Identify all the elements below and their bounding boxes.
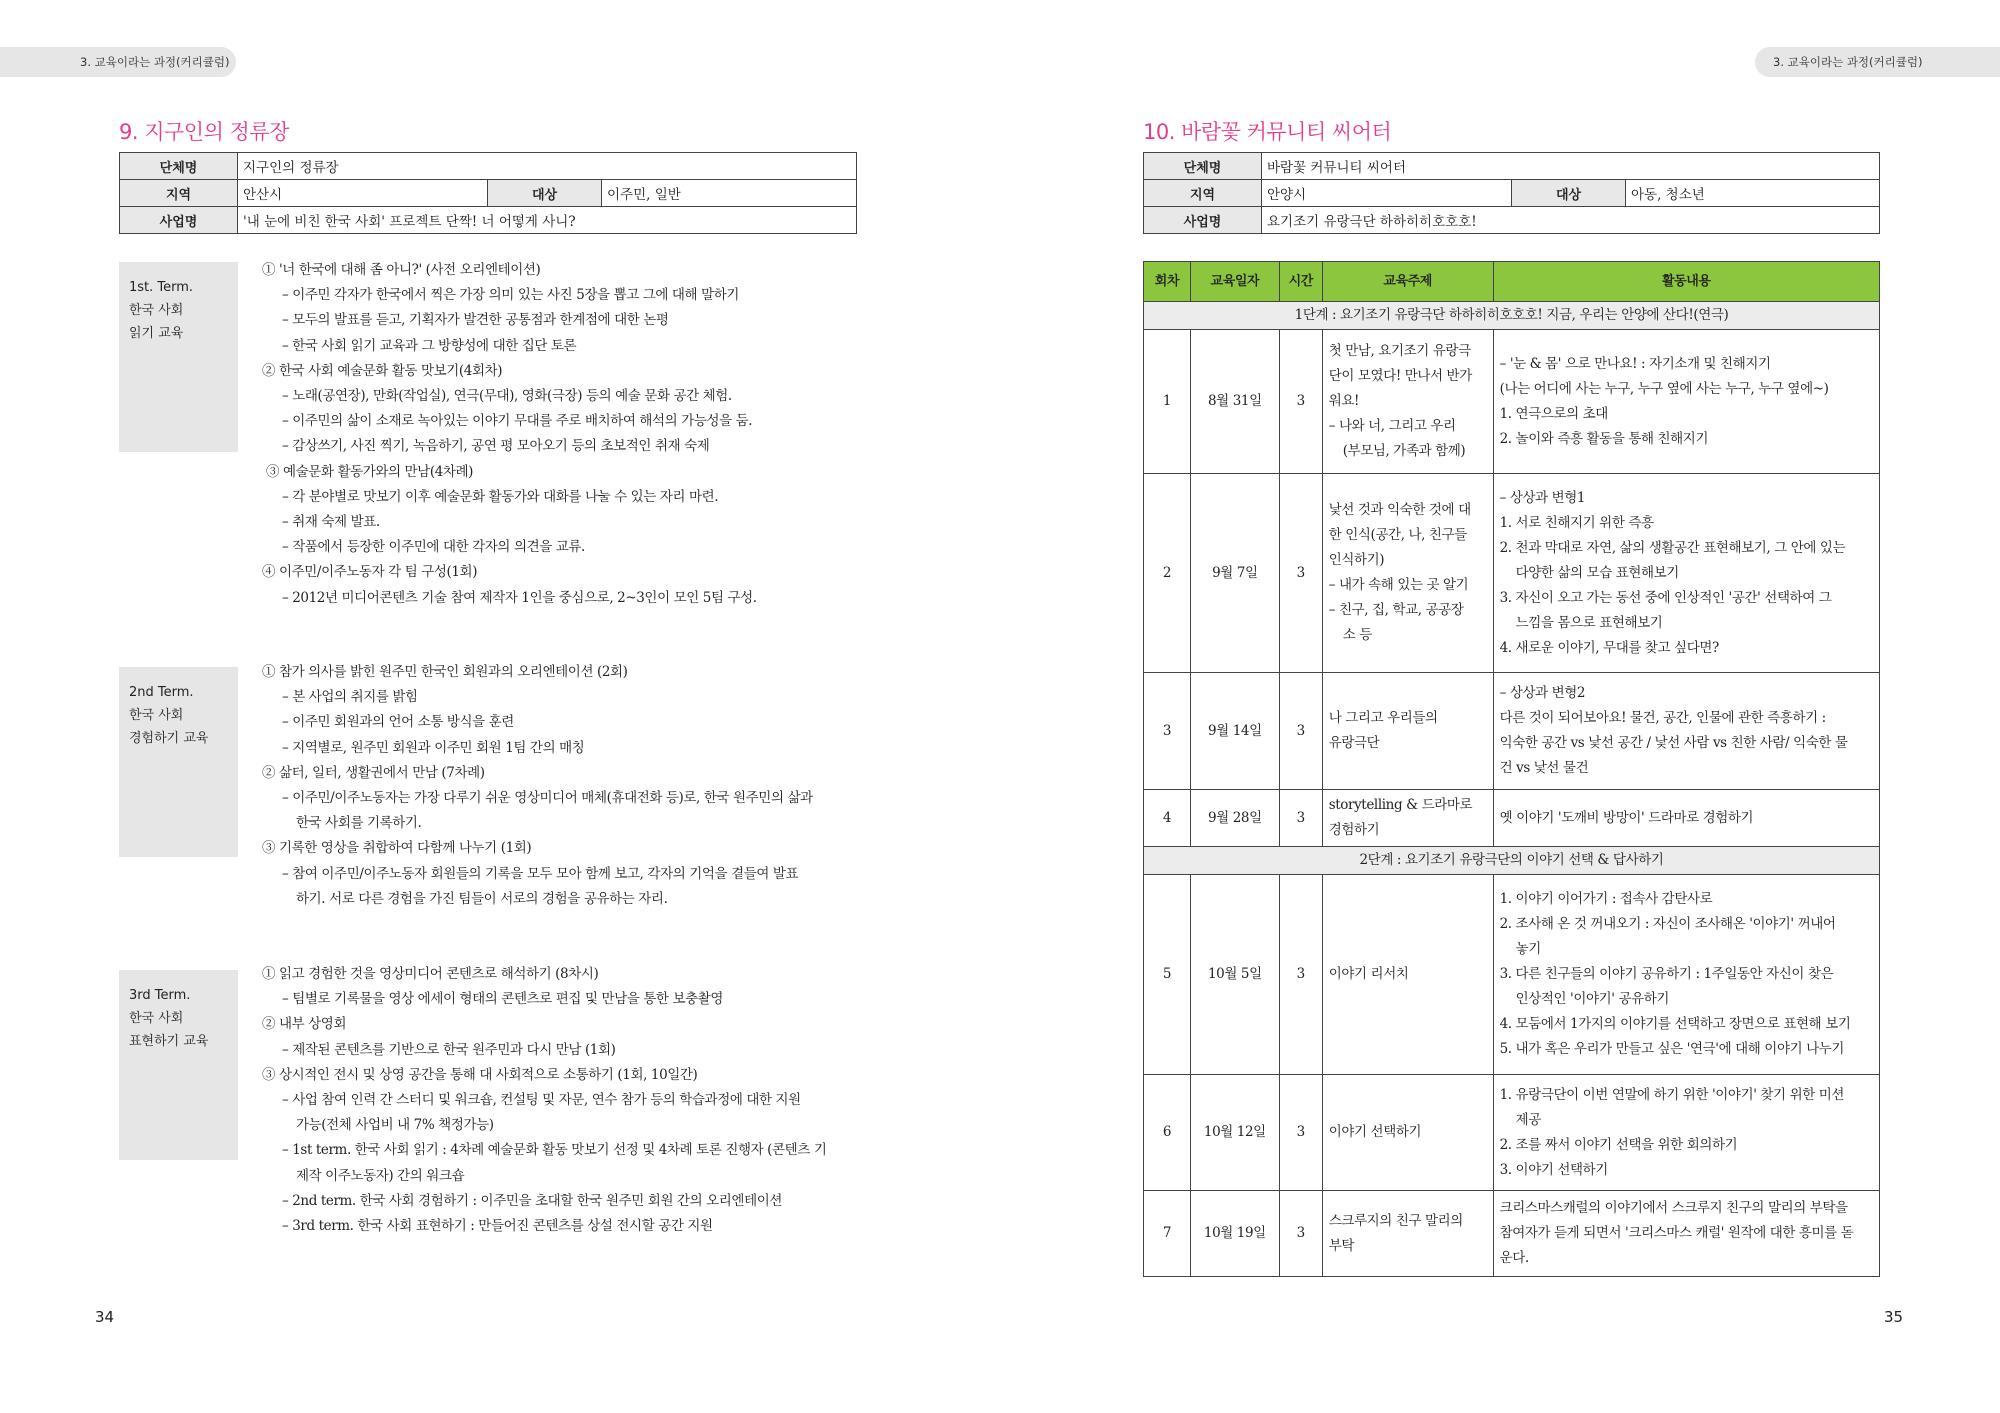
body-line: 가능(전체 사업비 내 7% 책정가능) [296, 1117, 494, 1134]
topic-line: storytelling & 드라마로 [1328, 797, 1473, 813]
activity-line: 익숙한 공간 vs 낯선 공간 / 낯선 사람 vs 친한 사람/ 익숙한 물 [1499, 735, 1848, 751]
region-value: 안양시 [1262, 180, 1512, 207]
activity-line: – '눈 & 몸' 으로 만나요! : 자기소개 및 친해지기 [1499, 355, 1771, 372]
topic-line: 소 등 [1342, 627, 1372, 643]
section-title-right: 10. 바람꽃 커뮤니티 씨어터 [1143, 120, 1392, 144]
term-label-line: 한국 사회 [129, 708, 184, 723]
body-line: – 2nd term. 한국 사회 경험하기 : 이주민을 초대할 한국 원주민 회원 간의 오리엔테이션 [282, 1192, 782, 1209]
session-activity [1493, 330, 1879, 474]
target-label: 대상 [1512, 180, 1626, 207]
table-row [1144, 1075, 1880, 1191]
activity-line: – 상상과 변형1 [1499, 489, 1586, 506]
region-label: 지역 [120, 180, 238, 207]
target-value: 아동, 청소년 [1626, 180, 1880, 207]
body-line: ③ 기록한 영상을 취합하여 다함께 나누기 (1회) [262, 840, 532, 857]
project-label: 사업명 [1144, 207, 1262, 234]
term-label-3 [119, 970, 238, 1160]
session-activity [1493, 1191, 1879, 1277]
body-line: – 감상쓰기, 사진 찍기, 녹음하기, 공연 평 모아오기 등의 초보적인 취재 숙제 [282, 438, 710, 455]
body-line: – 팀별로 기록물을 영상 에세이 형태의 콘텐츠로 편집 및 만남을 통한 보충촬영 [282, 991, 724, 1008]
term-label-line: 2nd Term. [129, 685, 194, 700]
topic-line: 유랑극단 [1328, 735, 1380, 751]
table-row [1144, 330, 1880, 474]
session-topic [1322, 673, 1493, 790]
region-value: 안산시 [238, 180, 488, 207]
section-title-left: 9. 지구인의 정류장 [119, 120, 289, 144]
activity-line: 2. 천과 막대로 자연, 삶의 생활공간 표현해보기, 그 안에 있는 [1499, 539, 1846, 556]
activity-line: – 상상과 변형2 [1499, 685, 1586, 701]
target-value: 이주민, 일반 [602, 180, 857, 207]
session-no: 5 [1144, 875, 1191, 1075]
activity-line: 다른 것이 되어보아요! 물건, 공간, 인물에 관한 즉흥하기 : [1499, 710, 1826, 726]
body-line: – 취재 숙제 발표. [282, 514, 380, 531]
term-label-line: 읽기 교육 [129, 326, 184, 341]
table-row [1144, 474, 1880, 673]
session-hours: 3 [1279, 673, 1322, 790]
schedule-table [1143, 261, 1880, 1277]
body-line: ① 참가 의사를 밝힌 원주민 한국인 회원과의 오리엔테이션 (2회) [262, 664, 628, 680]
table-row [1144, 790, 1880, 847]
table-row [1144, 1191, 1880, 1277]
activity-line: 놓기 [1515, 941, 1541, 957]
activity-line: 옛 이야기 '도깨비 방망이' 드라마로 경험하기 [1499, 809, 1754, 826]
activity-line: 다양한 삶의 모습 표현해보기 [1515, 564, 1679, 581]
body-line: – 이주민의 삶이 소재로 녹아있는 이야기 무대를 주로 배치하여 해석의 가능성을 둠. [282, 413, 753, 430]
body-line: ③ 예술문화 활동가와의 만남(4차례) [266, 463, 474, 480]
term-label-2 [119, 667, 238, 857]
session-date: 9월 7일 [1190, 474, 1279, 673]
running-header-left: 3. 교육이라는 과정(커리큘럼) [0, 47, 236, 77]
activity-line: 3. 자신이 오고 가는 동선 중에 인상적인 '공간' 선택하여 그 [1499, 589, 1832, 606]
session-date: 9월 28일 [1190, 790, 1279, 847]
stage-row-1: 1단계 : 요기조기 유랑극단 하하히히호호호! 지금, 우리는 안양에 산다!(연극) [1144, 302, 1880, 330]
body-line: 한국 사회를 기록하기. [296, 815, 422, 832]
body-line: – 한국 사회 읽기 교육과 그 방향성에 대한 집단 토론 [282, 337, 577, 354]
body-line: 제작 이주노동자) 간의 워크숍 [296, 1167, 465, 1184]
topic-line: 나 그리고 우리들의 [1328, 710, 1438, 726]
session-date: 9월 14일 [1190, 673, 1279, 790]
session-activity [1493, 1075, 1879, 1191]
activity-line: 느낌을 몸으로 표현해보기 [1515, 614, 1663, 631]
session-no: 4 [1144, 790, 1191, 847]
header-session: 회차 [1144, 262, 1191, 302]
activity-line: 3. 다른 친구들의 이야기 공유하기 : 1주일동안 자신이 찾은 [1499, 966, 1834, 982]
body-line: – 이주민 각자가 한국에서 찍은 가장 의미 있는 사진 5장을 뽑고 그에 대해 말하기 [282, 287, 739, 304]
session-topic [1322, 1191, 1493, 1277]
session-activity [1493, 474, 1879, 673]
org-info-table-right [1143, 152, 1880, 234]
term-label-line: 경험하기 교육 [129, 731, 209, 746]
session-hours: 3 [1279, 474, 1322, 673]
running-header-right: 3. 교육이라는 과정(커리큘럼) [1755, 47, 2000, 77]
activity-line: (나는 어디에 사는 누구, 누구 옆에 사는 누구, 누구 옆에~) [1499, 380, 1829, 397]
body-line: – 모두의 발표를 듣고, 기획자가 발견한 공통점과 한계점에 대한 논평 [282, 312, 669, 329]
body-line: – 본 사업의 취지를 밝힘 [282, 689, 418, 706]
body-line: – 작품에서 등장한 이주민에 대한 각자의 의견을 교류. [282, 539, 585, 556]
body-line: – 각 분야별로 맛보기 이후 예술문화 활동가와 대화를 나눌 수 있는 자리 마련. [282, 488, 719, 505]
session-activity [1493, 673, 1879, 790]
activity-line: 5. 내가 혹은 우리가 만들고 싶은 '연극'에 대해 이야기 나누기 [1499, 1041, 1845, 1057]
session-activity [1493, 790, 1879, 847]
topic-line: – 친구, 집, 학교, 공공장 [1328, 602, 1464, 618]
body-line: ④ 이주민/이주노동자 각 팀 구성(1회) [262, 564, 478, 581]
topic-line: – 나와 너, 그리고 우리 [1328, 418, 1456, 434]
schedule-header-row [1144, 262, 1880, 302]
topic-line: 이야기 리서치 [1328, 966, 1409, 982]
header-topic: 교육주제 [1322, 262, 1493, 302]
session-date: 10월 5일 [1190, 875, 1279, 1075]
topic-line: – 내가 속해 있는 곳 알기 [1328, 577, 1469, 593]
activity-line: 건 vs 낯선 물건 [1499, 760, 1589, 776]
term-body-2 [262, 660, 862, 912]
topic-line: 단이 모였다! 만나서 반가 [1328, 368, 1472, 384]
body-line: – 노래(공연장), 만화(작업실), 연극(무대), 영화(극장) 등의 예술 문화 공간 체험. [282, 388, 732, 405]
body-line: ② 내부 상영회 [262, 1016, 347, 1033]
session-topic [1322, 875, 1493, 1075]
topic-line: 첫 만남, 요기조기 유랑극 [1328, 343, 1471, 359]
org-label: 단체명 [1144, 153, 1262, 180]
region-label: 지역 [1144, 180, 1262, 207]
session-date: 8월 31일 [1190, 330, 1279, 474]
topic-line: 부탁 [1328, 1237, 1355, 1254]
activity-line: 4. 새로운 이야기, 무대를 찾고 싶다면? [1499, 639, 1719, 656]
session-topic [1322, 790, 1493, 847]
header-activity: 활동내용 [1493, 262, 1879, 302]
activity-line: 1. 연극으로의 초대 [1499, 405, 1608, 422]
activity-line: 2. 놀이와 즉흥 활동을 통해 친해지기 [1499, 430, 1709, 447]
org-label: 단체명 [120, 153, 238, 180]
topic-line: 낯선 것과 익숙한 것에 대 [1328, 502, 1471, 518]
activity-line: 1. 유랑극단이 이번 연말에 하기 위한 '이야기' 찾기 위한 미션 [1499, 1086, 1845, 1103]
activity-line: 제공 [1515, 1111, 1541, 1128]
session-hours: 3 [1279, 1191, 1322, 1277]
term-body-1 [262, 258, 862, 611]
term-label-line: 1st. Term. [129, 280, 194, 295]
body-line: – 이주민 회원과의 언어 소통 방식을 훈련 [282, 714, 514, 731]
body-line: 하기. 서로 다른 경험을 가진 팀들이 서로의 경험을 공유하는 자리. [296, 890, 668, 907]
body-line: – 2012년 미디어콘텐츠 기술 참여 제작자 1인을 중심으로, 2~3인이 모인 5팀 구성. [282, 589, 757, 606]
body-line: – 지역별로, 원주민 회원과 이주민 회원 1팀 간의 매칭 [282, 739, 585, 756]
session-topic [1322, 474, 1493, 673]
body-line: – 1st term. 한국 사회 읽기 : 4차례 예술문화 활동 맛보기 선정 및 4차례 토론 진행자 (콘텐츠 기 [282, 1142, 827, 1159]
org-value: 바람꽃 커뮤니티 씨어터 [1262, 153, 1880, 180]
topic-line: 인식하기) [1328, 552, 1385, 568]
topic-line: 워요! [1328, 393, 1360, 409]
activity-line: 1. 서로 친해지기 위한 즉흥 [1499, 514, 1654, 531]
body-line: – 이주민/이주노동자는 가장 다루기 쉬운 영상미디어 매체(휴대전화 등)로, 한국 원주민의 삶과 [282, 790, 813, 807]
session-topic [1322, 330, 1493, 474]
page-number-right: 35 [1884, 1308, 1904, 1326]
org-value: 지구인의 정류장 [238, 153, 857, 180]
session-hours: 3 [1279, 330, 1322, 474]
term-label-line: 한국 사회 [129, 303, 184, 318]
body-line: – 사업 참여 인력 간 스터디 및 워크숍, 컨설팅 및 자문, 연수 참가 등의 학습과정에 대한 지원 [282, 1092, 801, 1109]
topic-line: (부모님, 가족과 함께) [1342, 443, 1466, 459]
project-value: 요기조기 유랑극단 하하히히호호호! [1262, 207, 1880, 234]
body-line: ① 읽고 경험한 것을 영상미디어 콘텐츠로 해석하기 (8차시) [262, 966, 599, 982]
body-line: – 3rd term. 한국 사회 표현하기 : 만들어진 콘텐츠를 상설 전시할 공간 지원 [282, 1218, 713, 1235]
topic-line: 한 인식(공간, 나, 친구들 [1328, 527, 1467, 543]
header-hours: 시간 [1279, 262, 1322, 302]
activity-line: 인상적인 '이야기' 공유하기 [1515, 991, 1670, 1007]
session-hours: 3 [1279, 790, 1322, 847]
activity-line: 2. 조를 짜서 이야기 선택을 위한 회의하기 [1499, 1136, 1738, 1153]
page-number-left: 34 [95, 1308, 115, 1326]
project-value: '내 눈에 비친 한국 사회' 프로젝트 단짝! 너 어떻게 사니? [238, 207, 857, 234]
body-line: – 참여 이주민/이주노동자 회원들의 기록을 모두 모아 함께 보고, 각자의 기억을 곁들여 발표 [282, 865, 799, 882]
session-no: 7 [1144, 1191, 1191, 1277]
activity-line: 크리스마스캐럴의 이야기에서 스크루지 친구의 말리의 부탁을 [1499, 1200, 1848, 1216]
session-date: 10월 12일 [1190, 1075, 1279, 1191]
session-activity [1493, 875, 1879, 1075]
term-label-line: 3rd Term. [129, 988, 191, 1003]
stage-row-2: 2단계 : 요기조기 유랑극단의 이야기 선택 & 답사하기 [1144, 847, 1880, 875]
session-hours: 3 [1279, 1075, 1322, 1191]
session-date: 10월 19일 [1190, 1191, 1279, 1277]
term-body-3 [262, 962, 862, 1239]
org-info-table-left [119, 152, 857, 234]
activity-line: 운다. [1499, 1250, 1529, 1266]
session-no: 1 [1144, 330, 1191, 474]
session-no: 2 [1144, 474, 1191, 673]
body-line: ① '너 한국에 대해 좀 아니?' (사전 오리엔테이션) [262, 262, 541, 278]
activity-line: 참여자가 듣게 되면서 '크리스마스 캐럴' 원작에 대한 흥미를 돋 [1499, 1225, 1854, 1241]
body-line: ③ 상시적인 전시 및 상영 공간을 통해 대 사회적으로 소통하기 (1회, 10일간) [262, 1066, 698, 1083]
term-label-1 [119, 262, 238, 452]
project-label: 사업명 [120, 207, 238, 234]
activity-line: 4. 모둠에서 1가지의 이야기를 선택하고 장면으로 표현해 보기 [1499, 1016, 1851, 1032]
activity-line: 1. 이야기 이어가기 : 접속사 감탄사로 [1499, 891, 1713, 907]
session-no: 6 [1144, 1075, 1191, 1191]
activity-line: 3. 이야기 선택하기 [1499, 1161, 1608, 1178]
table-row [1144, 875, 1880, 1075]
header-date: 교육일자 [1190, 262, 1279, 302]
session-topic [1322, 1075, 1493, 1191]
session-hours: 3 [1279, 875, 1322, 1075]
topic-line: 이야기 선택하기 [1328, 1124, 1422, 1140]
body-line: ② 한국 사회 예술문화 활동 맛보기(4회차) [262, 362, 503, 379]
table-row [1144, 673, 1880, 790]
activity-line: 2. 조사해 온 것 꺼내오기 : 자신이 조사해온 '이야기' 꺼내어 [1499, 916, 1836, 932]
term-label-line: 한국 사회 [129, 1011, 184, 1026]
body-line: – 제작된 콘텐츠를 기반으로 한국 원주민과 다시 만남 (1회) [282, 1041, 616, 1058]
session-no: 3 [1144, 673, 1191, 790]
topic-line: 경험하기 [1328, 822, 1380, 838]
topic-line: 스크루지의 친구 말리의 [1328, 1212, 1463, 1229]
target-label: 대상 [488, 180, 602, 207]
body-line: ② 삶터, 일터, 생활권에서 만남 (7차례) [262, 764, 485, 781]
term-label-line: 표현하기 교육 [129, 1034, 209, 1049]
